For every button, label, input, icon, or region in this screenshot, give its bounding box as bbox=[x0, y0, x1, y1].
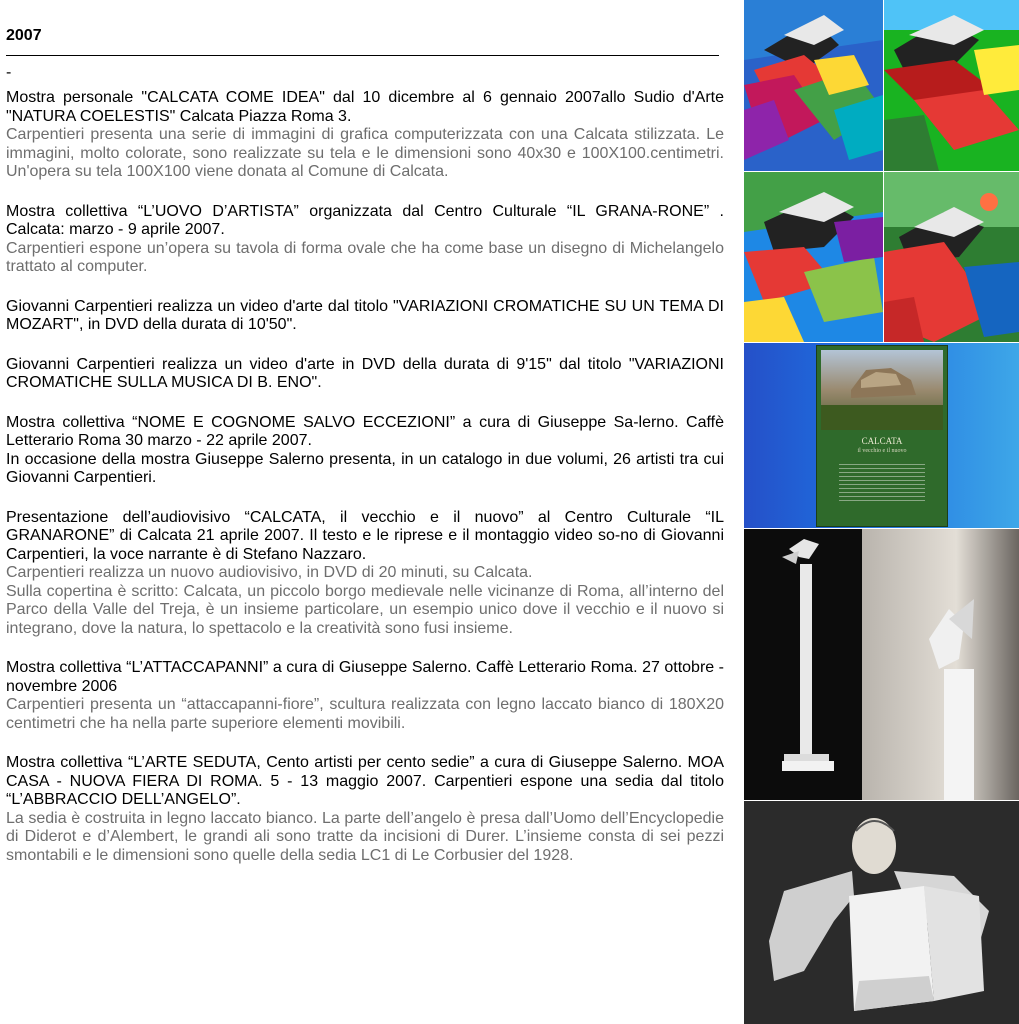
dvd-cover-photo bbox=[744, 343, 1019, 528]
entry-description-text: Carpentieri espone un’opera su tavola di forma ovale che ha come base un disegno di Michelangelo trattato al computer. bbox=[6, 239, 724, 275]
entry-description-text: Carpentieri realizza un nuovo audiovisivo, in DVD di 20 minuti, su Calcata. bbox=[6, 564, 533, 581]
calcata-graphic-2 bbox=[884, 0, 1019, 171]
entry-title-text: Presentazione dell’audiovisivo “CALCATA, il vecchio e il nuovo” al Centro Culturale “IL GRANARONE” di Calcata 21 aprile 2007. Il testo e le riprese e il montaggio video so-no di Giovanni Carpentieri, la voce narrante è di Stefano Nazzaro. bbox=[6, 508, 724, 563]
entry-description-text: La sedia è costruita in legno laccato bianco. La parte dell’angelo è presa dall’Uomo dell’Encyclopedie di Diderot e d’Alembert, le grandi ali sono tratte da incisioni di Durer. L’insieme consta di sei pezzi smontabili e le dimensioni sono quelle della sedia LC1 di Le Corbusier del 1928. bbox=[6, 809, 724, 864]
entry-title-text: In occasione della mostra Giuseppe Salerno presenta, in un catalogo in due volumi, 26 artisti tra cui Giovanni Carpentieri. bbox=[6, 450, 724, 486]
dash-marker: - bbox=[6, 64, 12, 81]
coat-hanger-sculpture-photo bbox=[744, 529, 1019, 800]
entry-title-text: Giovanni Carpentieri realizza un video d'arte in DVD della durata di 9'15" dal titolo "VARIAZIONI CROMATICHE SULLA MUSICA DI B. ENO". bbox=[6, 355, 724, 391]
exhibition-entry bbox=[6, 203, 724, 277]
entry-title-text: Mostra collettiva “L’ARTE SEDUTA, Cento artisti per cento sedie” a cura di Giuseppe Salerno. MOA CASA - NUOVA FIERA DI ROMA. 5 - 13 maggio 2007. Carpentieri espone una sedia dal titolo “L’ABBRACCIO DELL’ANGELO”. bbox=[6, 754, 724, 808]
calcata-graphic-4 bbox=[884, 172, 1019, 342]
entry-description-text: Carpentieri presenta una serie di immagini di grafica computerizzata con una Calcata stilizzata. Le immagini, molto colorate, sono realizzate su tela e le dimensioni sono 40x30 e 100X100.centimetri. Un'opera su tela 100X100 viene donata al Comune di Calcata. bbox=[6, 126, 724, 180]
entry-description-text: Sulla copertina è scritto: Calcata, un piccolo borgo medievale nelle vicinanze di Roma, all’interno del Parco della Valle del Treja, è un insieme particolare, un esempio unico dove il vecchio e il nuovo si integrano, dove la natura, lo spettacolo e la creatività sono fusi insieme. bbox=[6, 582, 724, 637]
heading-rule bbox=[6, 55, 719, 56]
dvd-case bbox=[816, 345, 948, 527]
exhibition-entry bbox=[6, 89, 724, 182]
year-heading: 2007 bbox=[6, 27, 42, 44]
entry-description-text: Carpentieri presenta un “attaccapanni-fiore”, scultura realizzata con legno laccato bianco di 180X20 centimetri che ha nella parte superiore elementi movibili. bbox=[6, 696, 724, 732]
entry-title-text: Giovanni Carpentieri realizza un video d'arte dal titolo "VARIAZIONI CROMATICHE SU UN TEMA DI MOZART", in DVD della durata di 10'50". bbox=[6, 297, 724, 333]
angel-chair-sculpture-photo bbox=[744, 801, 1019, 1024]
calcata-graphic-1 bbox=[744, 0, 883, 171]
dvd-cover-image bbox=[821, 350, 943, 430]
entry-title-text: Mostra personale "CALCATA COME IDEA" dal 10 dicembre al 6 gennaio 2007allo Sudio d'Arte "NATURA COELESTIS" Calcata Piazza Roma 3. bbox=[6, 89, 724, 125]
entries-list bbox=[6, 89, 724, 886]
exhibition-entry bbox=[6, 659, 724, 733]
dvd-cover-title: CALCATA bbox=[861, 436, 903, 446]
dvd-cover-subtitle: il vecchio e il nuovo bbox=[857, 448, 907, 454]
entry-title-text: Mostra collettiva “NOME E COGNOME SALVO ECCEZIONI” a cura di Giuseppe Sa-lerno. Caffè Letterario Roma 30 marzo - 22 aprile 2007. bbox=[6, 413, 724, 449]
entry-title-text: Mostra collettiva “L’ATTACCAPANNI” a cura di Giuseppe Salerno. Caffè Letterario Roma. 27 ottobre -novembre 2006 bbox=[6, 659, 724, 695]
exhibition-entry bbox=[6, 509, 724, 639]
entry-title-text: Mostra collettiva “L’UOVO D’ARTISTA” organizzata dal Centro Culturale “IL GRANA-RONE” . Calcata: marzo - 9 aprile 2007. bbox=[6, 202, 724, 238]
exhibition-entry bbox=[6, 414, 724, 488]
exhibition-entry bbox=[6, 356, 724, 393]
image-gallery bbox=[744, 0, 1019, 1024]
dvd-cover-text-block bbox=[839, 464, 925, 504]
exhibition-entry bbox=[6, 754, 724, 865]
calcata-graphic-3 bbox=[744, 172, 883, 342]
exhibition-entry bbox=[6, 298, 724, 335]
